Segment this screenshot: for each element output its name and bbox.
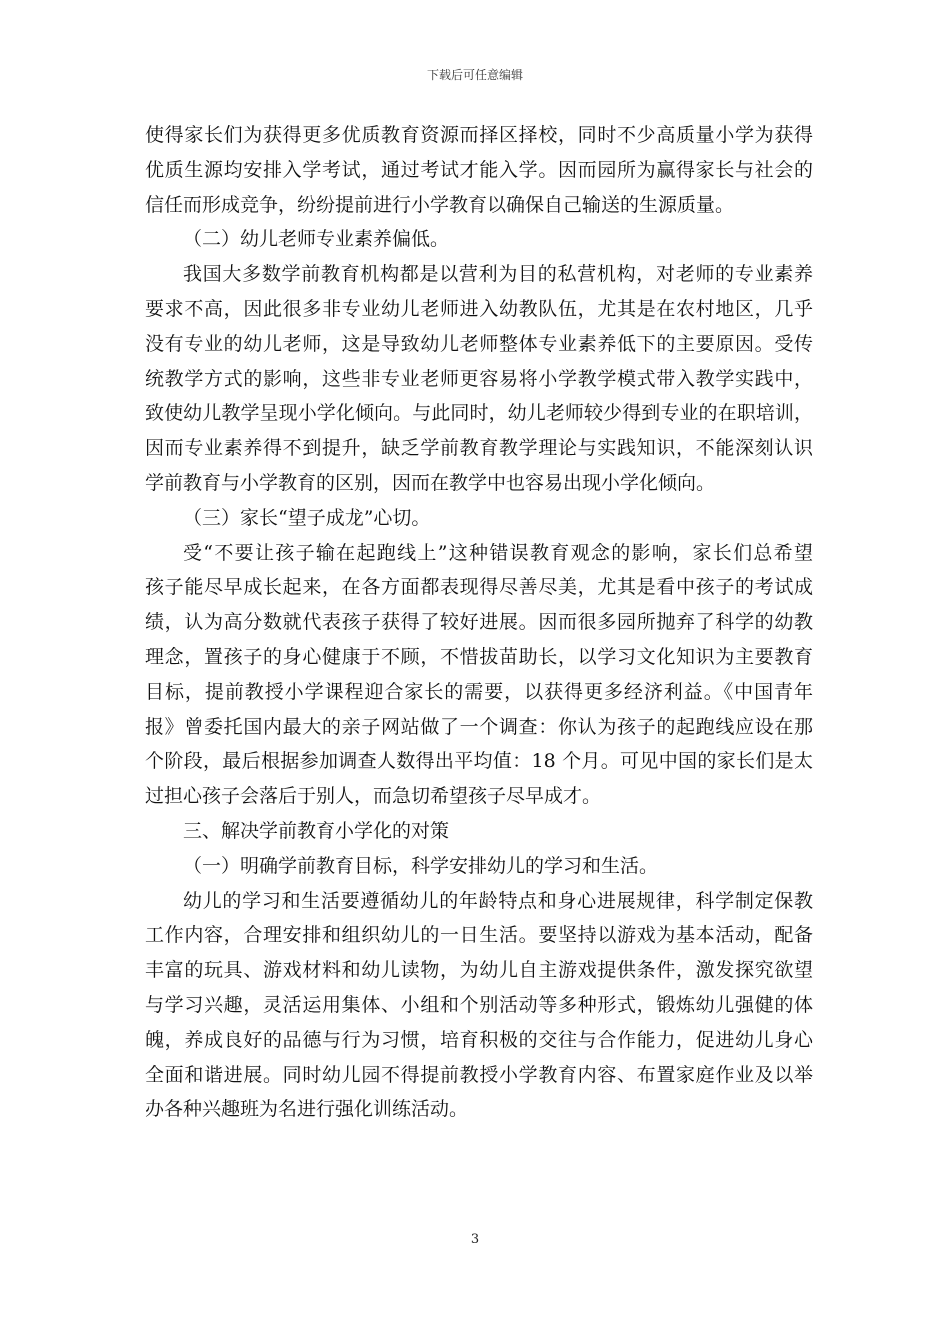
paragraph-line: 绩，认为高分数就代表孩子获得了较好进展。因而很多园所抛弃了科学的幼教 — [145, 611, 813, 634]
document-body — [145, 118, 813, 1127]
paragraph-line: 我国大多数学前教育机构都是以营利为目的私营机构，对老师的专业素养 — [183, 263, 813, 286]
section-heading: （一）明确学前教育目标，科学安排幼儿的学习和生活。 — [183, 854, 659, 877]
section-heading: （二）幼儿老师专业素养偏低。 — [183, 228, 450, 251]
paragraph-line: 工作内容，合理安排和组织幼儿的一日生活。要坚持以游戏为基本活动，配备 — [145, 924, 813, 947]
paragraph-line: 因而专业素养得不到提升，缺乏学前教育教学理论与实践知识，不能深刻认识 — [145, 437, 813, 460]
paragraph-line: 办各种兴趣班为名进行强化训练活动。 — [145, 1098, 469, 1121]
paragraph-line: 孩子能尽早成长起来，在各方面都表现得尽善尽美，尤其是看中孩子的考试成 — [145, 576, 813, 599]
paragraph-line: 学前教育与小学教育的区别，因而在教学中也容易出现小学化倾向。 — [145, 471, 716, 494]
paragraph-line: 致使幼儿教学呈现小学化倾向。与此同时，幼儿老师较少得到专业的在职培训， — [145, 402, 813, 425]
section-heading: 三、解决学前教育小学化的对策 — [183, 819, 450, 842]
paragraph-line: 受“不要让孩子输在起跑线上”这种错误教育观念的影响，家长们总希望 — [183, 541, 813, 564]
paragraph-line: 与学习兴趣，灵活运用集体、小组和个别活动等多种形式，锻炼幼儿强健的体 — [145, 993, 813, 1016]
section-heading: （三）家长“望子成龙”心切。 — [183, 506, 431, 529]
paragraph-line: 使得家长们为获得更多优质教育资源而择区择校，同时不少高质量小学为获得 — [145, 124, 813, 146]
paragraph-line: 报》曾委托国内最大的亲子网站做了一个调查：你认为孩子的起跑线应设在那 — [145, 715, 813, 738]
paragraph-line: 幼儿的学习和生活要遵循幼儿的年龄特点和身心进展规律，科学制定保教 — [183, 889, 813, 912]
page-header: 下载后可任意编辑 — [426, 68, 523, 82]
paragraph-line: 要求不高，因此很多非专业幼儿老师进入幼教队伍，尤其是在农村地区，几乎 — [145, 297, 813, 320]
paragraph-line: 目标，提前教授小学课程迎合家长的需要，以获得更多经济利益。《中国青年 — [145, 680, 813, 703]
paragraph-line: 全面和谐进展。同时幼儿园不得提前教授小学教育内容、布置家庭作业及以举 — [145, 1063, 813, 1086]
paragraph-line: 优质生源均安排入学考试，通过考试才能入学。因而园所为赢得家长与社会的 — [145, 158, 813, 181]
paragraph-line: 理念，置孩子的身心健康于不顾，不惜拔苗助长，以学习文化知识为主要教育 — [145, 645, 813, 668]
paragraph-line: 统教学方式的影响，这些非专业老师更容易将小学教学模式带入教学实践中， — [145, 367, 813, 390]
page-number: 3 — [470, 1232, 480, 1247]
paragraph-line: 过担心孩子会落后于别人，而急切希望孩子尽早成才。 — [145, 785, 602, 808]
paragraph-line: 个阶段，最后根据参加调查人数得出平均值：18 个月。可见中国的家长们是太 — [145, 750, 813, 773]
paragraph-line: 丰富的玩具、游戏材料和幼儿读物，为幼儿自主游戏提供条件，激发探究欲望 — [145, 959, 813, 982]
paragraph-line: 信任而形成竞争，纷纷提前进行小学教育以确保自己输送的生源质量。 — [145, 193, 735, 216]
paragraph-line: 魄，养成良好的品德与行为习惯，培育积极的交往与合作能力，促进幼儿身心 — [145, 1028, 813, 1051]
paragraph-line: 没有专业的幼儿老师，这是导致幼儿老师整体专业素养低下的主要原因。受传 — [145, 332, 813, 355]
